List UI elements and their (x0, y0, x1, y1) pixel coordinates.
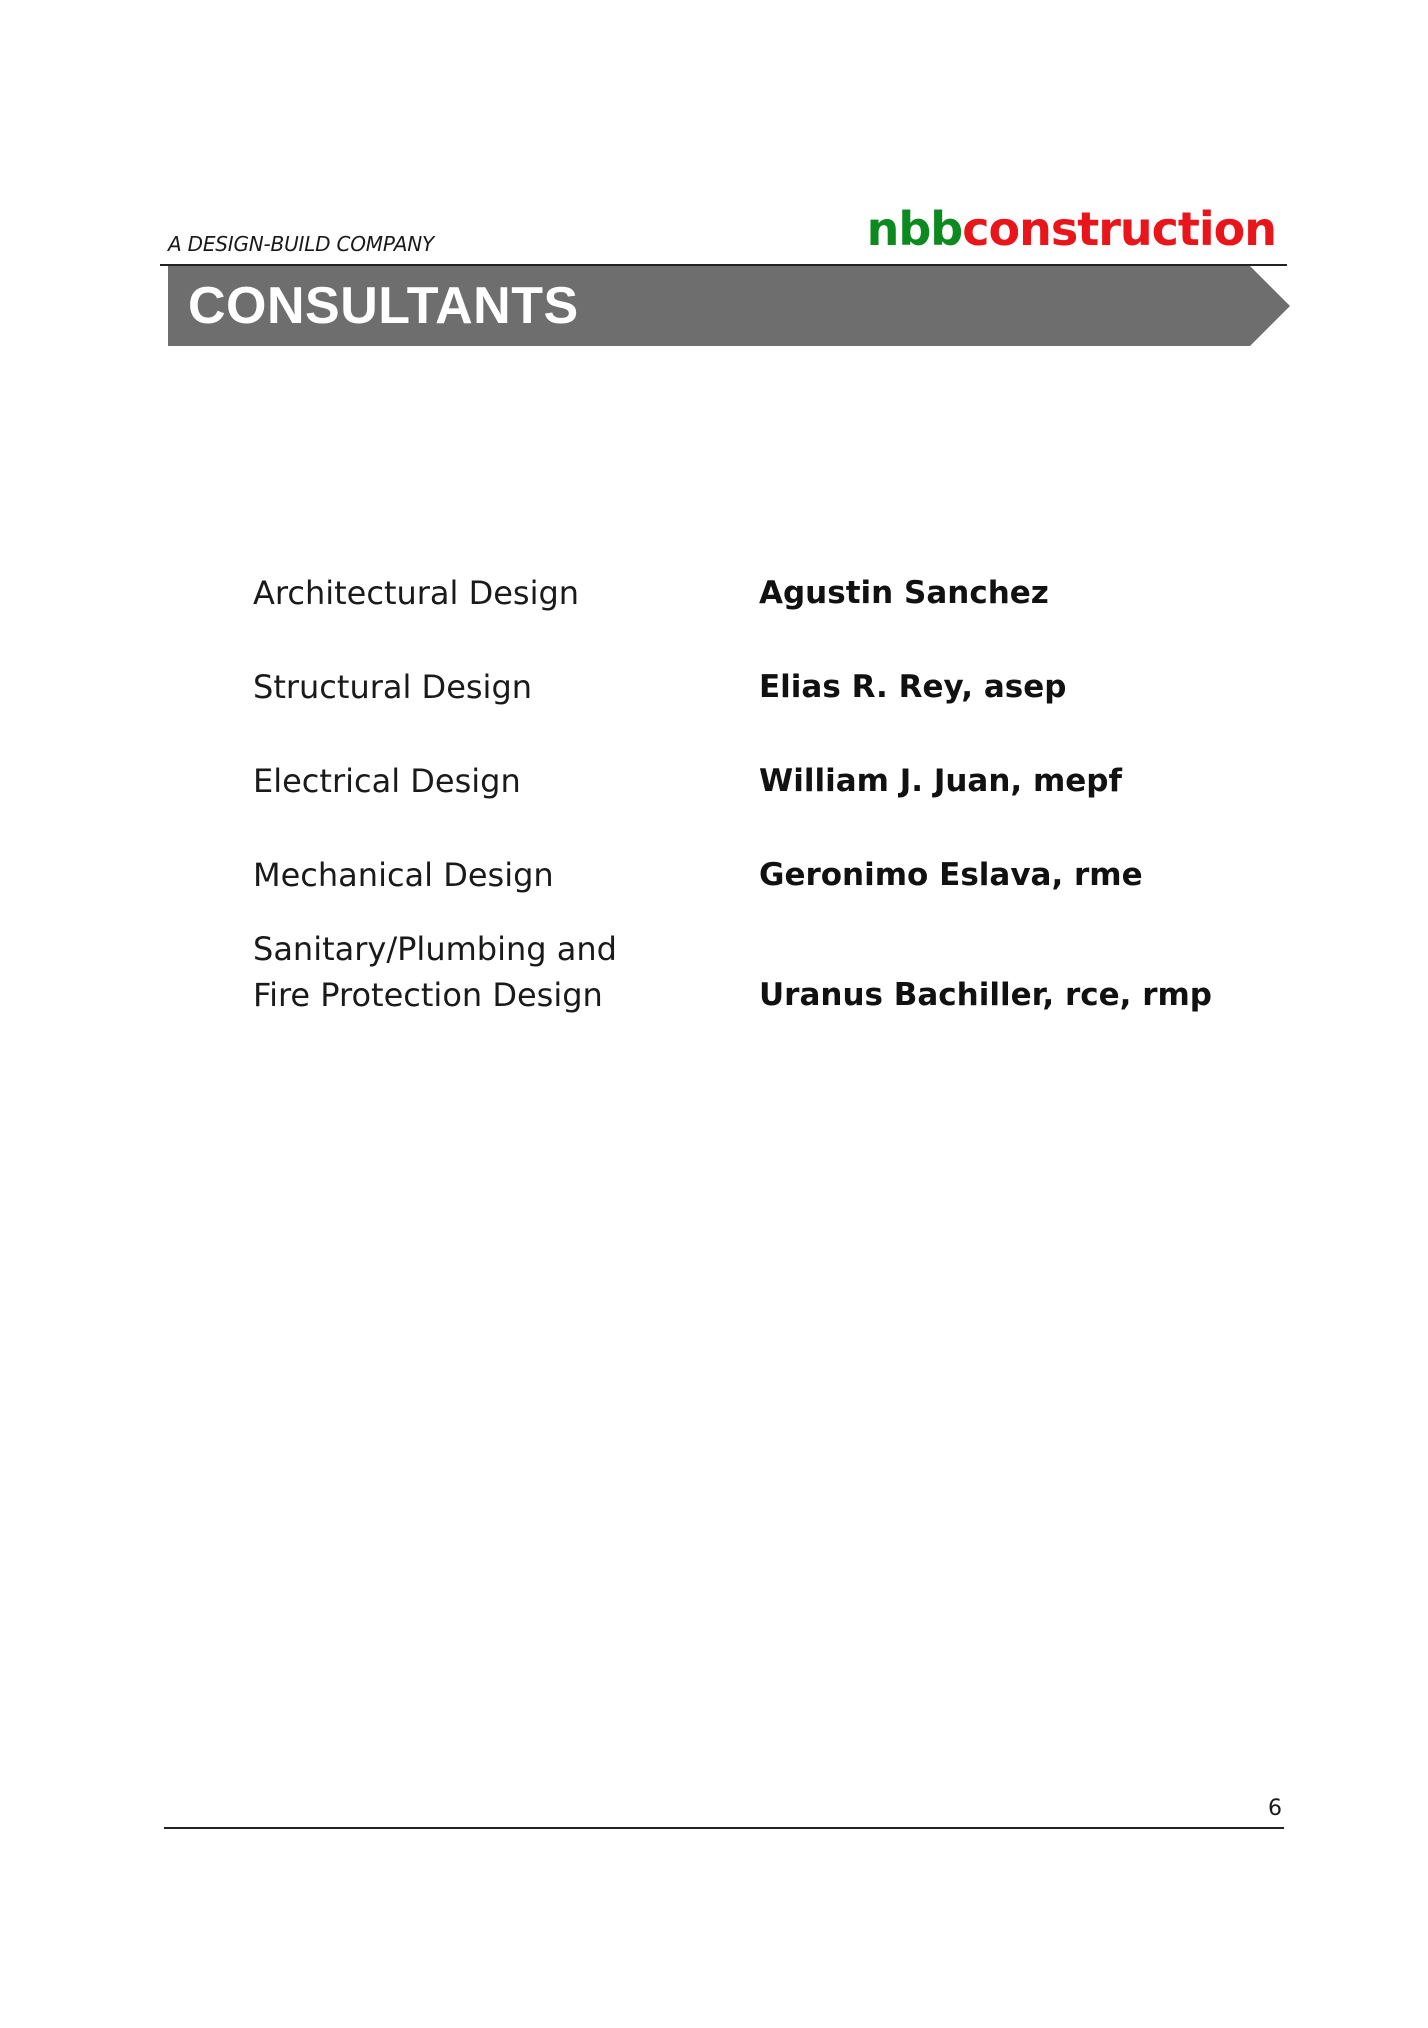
banner-title: CONSULTANTS (188, 277, 579, 335)
header-tagline: A DESIGN-BUILD COMPANY (168, 232, 434, 256)
consultant-role: Sanitary/Plumbing and Fire Protection Design (253, 930, 617, 1014)
consultant-row (253, 758, 1213, 804)
section-banner (168, 266, 1290, 346)
logo-mark: nbb (866, 202, 963, 256)
consultant-role: Architectural Design (253, 574, 580, 612)
consultant-row (253, 926, 1213, 1018)
consultant-row (253, 570, 1213, 616)
page-number: 6 (1268, 1796, 1282, 1821)
consultant-row (253, 664, 1213, 710)
consultants-list (253, 570, 1213, 1018)
consultant-role: Mechanical Design (253, 856, 554, 894)
consultant-name: Geronimo Eslava, rme (759, 857, 1143, 893)
consultant-row (253, 852, 1213, 898)
footer-rule (164, 1827, 1284, 1829)
consultant-role: Electrical Design (253, 762, 521, 800)
consultant-name: Uranus Bachiller, rce, rmp (759, 977, 1212, 1013)
consultant-role: Structural Design (253, 668, 533, 706)
consultant-name: William J. Juan, mepf (759, 763, 1122, 799)
company-logo (866, 202, 1276, 256)
consultant-name: Elias R. Rey, asep (759, 669, 1067, 705)
logo-text: construction (962, 202, 1276, 256)
consultant-name: Agustin Sanchez (759, 575, 1049, 611)
